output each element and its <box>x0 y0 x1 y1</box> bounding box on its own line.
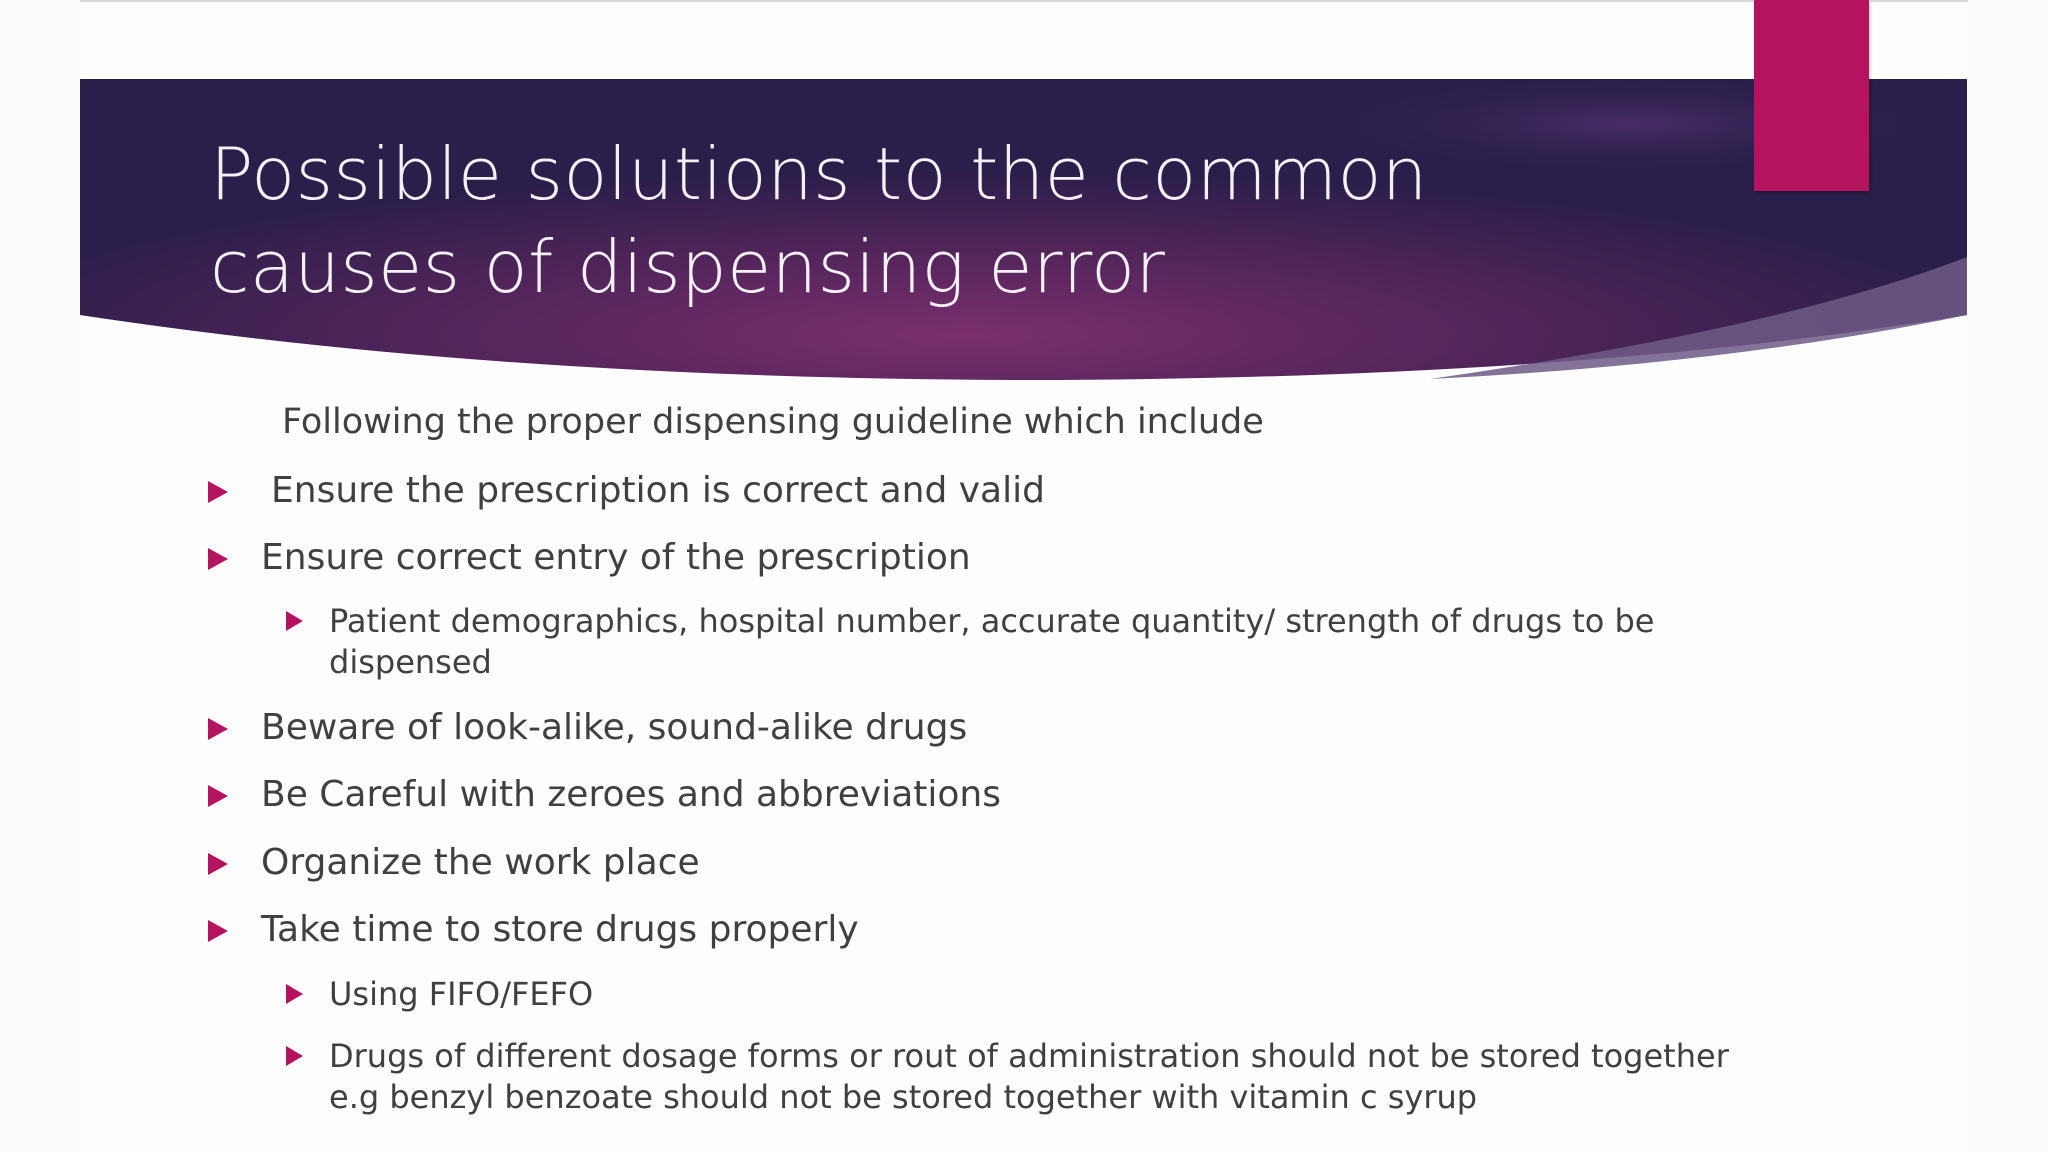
bullet-text: Organize the work place <box>261 842 700 883</box>
triangle-right-icon <box>286 984 303 1004</box>
intro-text: Following the proper dispensing guideline which include <box>282 402 1264 442</box>
triangle-right-icon <box>286 1046 303 1066</box>
triangle-right-icon <box>208 548 228 570</box>
triangle-right-icon <box>208 920 228 942</box>
slide-title: Possible solutions to the common causes of dispensing error <box>210 132 1428 309</box>
triangle-right-icon <box>208 718 228 740</box>
bullet-text: Ensure the prescription is correct and valid <box>271 470 1045 511</box>
bullet-text: Using FIFO/FEFO <box>329 975 594 1013</box>
bullet-text: Patient demographics, hospital number, accurate quantity/ strength of drugs to be dispensed <box>329 602 1655 681</box>
bullet-text: Ensure correct entry of the prescription <box>261 537 971 578</box>
triangle-right-icon <box>286 611 303 631</box>
bullet-text: Be Careful with zeroes and abbreviations <box>261 774 1002 815</box>
bullet-text: Beware of look-alike, sound-alike drugs <box>261 707 968 748</box>
bullet-text: Take time to store drugs properly <box>261 909 859 950</box>
triangle-right-icon <box>208 481 228 503</box>
triangle-right-icon <box>208 853 228 875</box>
triangle-right-icon <box>208 785 228 807</box>
bullet-text: Drugs of different dosage forms or rout of administration should not be stored together e.g benzyl benzoate should not be stored together with vitamin c syrup <box>329 1037 1729 1116</box>
